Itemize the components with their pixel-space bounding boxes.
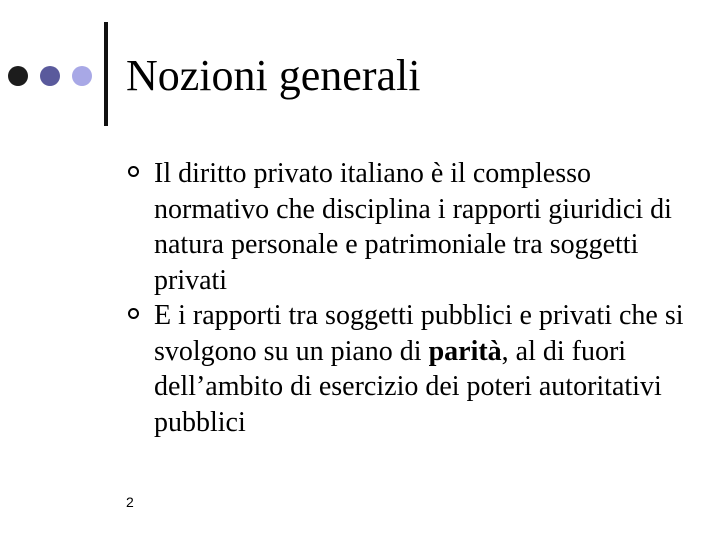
medium-dot-icon — [40, 66, 60, 86]
bullet-icon — [128, 308, 139, 319]
bullet-text-start: E i rapporti tra soggetti pubblici e privati che si svolgono su un piano di — [154, 300, 684, 367]
light-dot-icon — [72, 66, 92, 86]
header-dots-icon — [0, 62, 100, 88]
title-divider-bar — [104, 22, 108, 126]
dark-dot-icon — [8, 66, 28, 86]
bullet-item-2 — [124, 298, 684, 440]
bullet-list — [124, 156, 684, 440]
bullet-text-end: , al di fuori dell’ambito di esercizio dei poteri autoritativi pubblici — [154, 335, 662, 438]
bullet-text-bold: parità — [428, 335, 502, 367]
bullet-icon — [128, 166, 139, 177]
bullet-text: Il diritto privato italiano è il complesso normativo che disciplina i rapporti giuridici di natura personale e patrimoniale tra soggetti privati — [154, 158, 672, 296]
page-number: 2 — [126, 494, 134, 510]
bullet-item-1 — [124, 156, 684, 298]
slide-title: Nozioni generali — [126, 51, 421, 100]
